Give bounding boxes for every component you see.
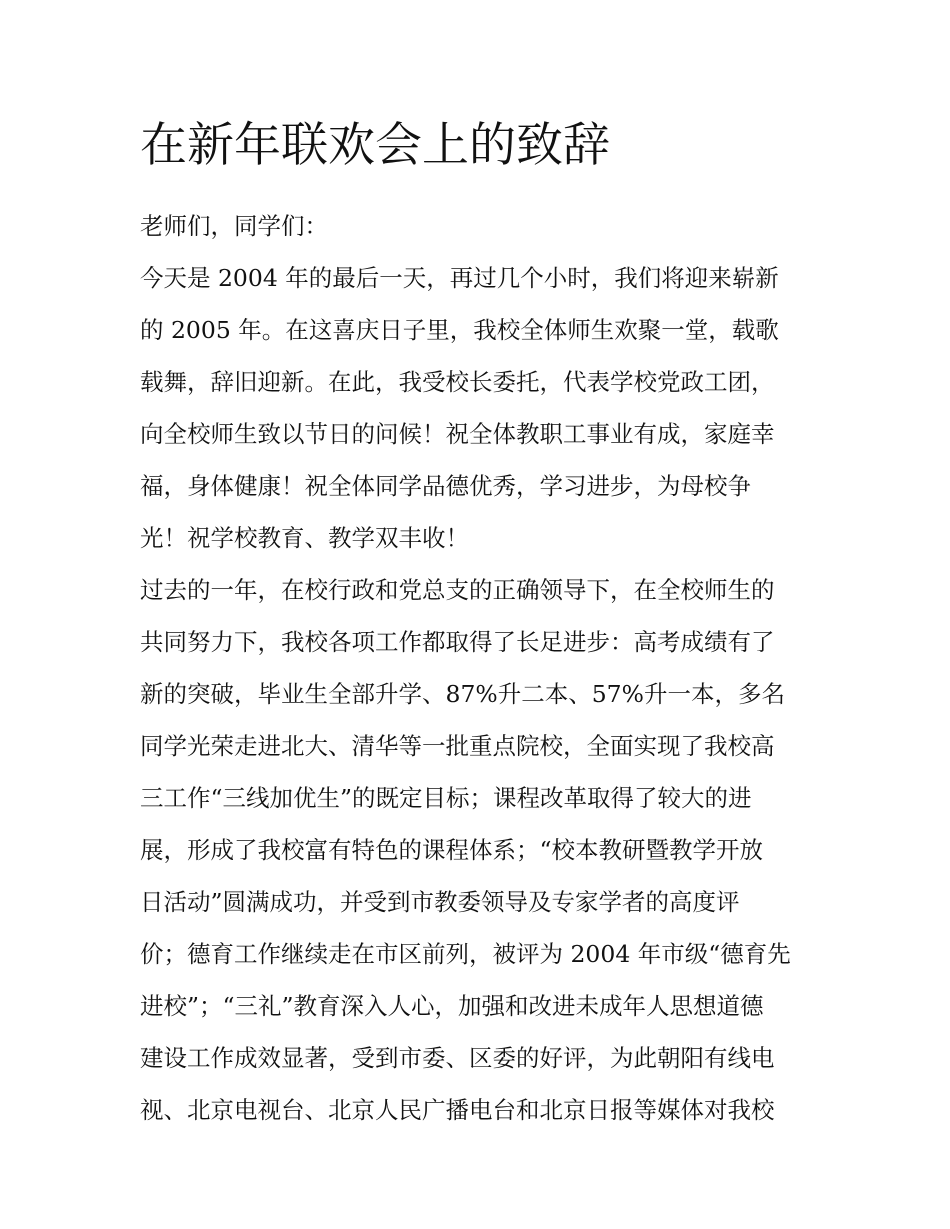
document-title: 在新年联欢会上的致辞 — [140, 118, 610, 173]
text-line: 福，身体健康！祝全体同学品德优秀，学习进步，为母校争 — [140, 472, 751, 500]
text-line: 光！祝学校教育、教学双丰收！ — [140, 524, 469, 552]
text-line: 的 2005 年。在这喜庆日子里，我校全体师生欢聚一堂，载歌 — [140, 316, 779, 344]
text-line: 价；德育工作继续走在市区前列，被评为 2004 年市级“德育先 — [140, 940, 791, 968]
text-line: 三工作“三线加优生”的既定目标；课程改革取得了较大的进 — [140, 784, 752, 812]
text-line: 老师们，同学们： — [140, 212, 328, 240]
text-line: 同学光荣走进北大、清华等一批重点院校，全面实现了我校高 — [140, 732, 775, 760]
text-line: 新的突破，毕业生全部升学、87%升二本、57%升一本，多名 — [140, 680, 785, 708]
text-line: 载舞，辞旧迎新。在此，我受校长委托，代表学校党政工团， — [140, 368, 775, 396]
text-line: 建设工作成效显著，受到市委、区委的好评，为此朝阳有线电 — [140, 1044, 775, 1072]
text-line: 日活动”圆满成功，并受到市教委领导及专家学者的高度评 — [140, 888, 740, 916]
text-line: 过去的一年，在校行政和党总支的正确领导下，在全校师生的 — [140, 576, 775, 604]
text-line: 进校”；“三礼”教育深入人心，加强和改进未成年人思想道德 — [140, 992, 764, 1020]
text-line: 今天是 2004 年的最后一天，再过几个小时，我们将迎来崭新 — [140, 264, 779, 292]
text-line: 向全校师生致以节日的问候！祝全体教职工事业有成，家庭幸 — [140, 420, 775, 448]
text-line: 视、北京电视台、北京人民广播电台和北京日报等媒体对我校 — [140, 1096, 775, 1124]
text-line: 共同努力下，我校各项工作都取得了长足进步：高考成绩有了 — [140, 628, 775, 656]
text-line: 展，形成了我校富有特色的课程体系；“校本教研暨教学开放 — [140, 836, 764, 864]
document-body — [140, 200, 820, 1136]
